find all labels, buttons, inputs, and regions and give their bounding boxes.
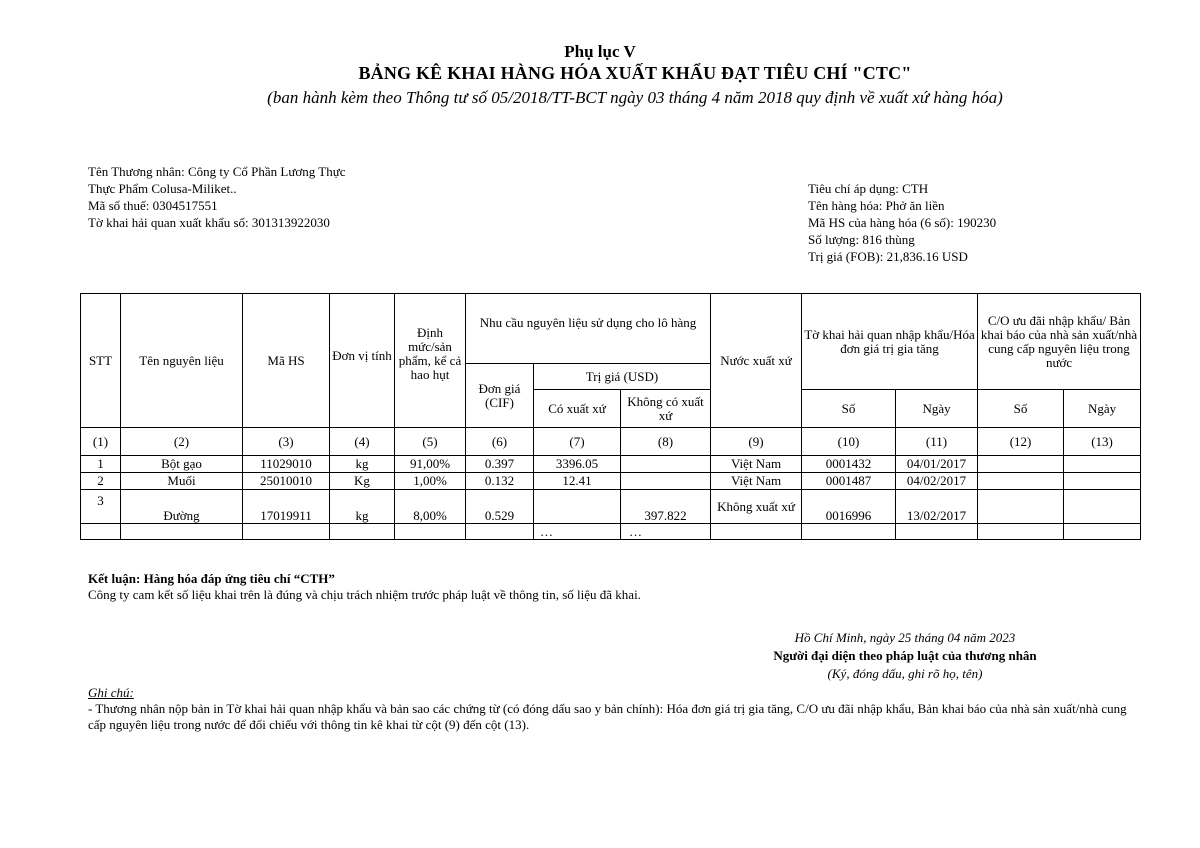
cell: … xyxy=(621,524,711,540)
cell: Việt Nam xyxy=(711,473,802,490)
cell: Muối xyxy=(121,473,243,490)
cell: 0001432 xyxy=(802,456,896,473)
trader-name-line1: Tên Thương nhân: Công ty Cổ Phần Lương Thực xyxy=(88,164,346,179)
cell xyxy=(1064,456,1141,473)
cell: Bột gạo xyxy=(121,456,243,473)
cell: 3396.05 xyxy=(534,456,621,473)
col-number: (6) xyxy=(466,428,534,456)
note-label: Ghi chú: xyxy=(88,685,134,700)
cell: 13/02/2017 xyxy=(896,490,978,524)
goods-quantity: Số lượng: 816 thùng xyxy=(808,232,915,247)
header-origin-country: Nước xuất xứ xyxy=(711,294,802,428)
col-number: (2) xyxy=(121,428,243,456)
declaration-table xyxy=(80,293,1141,540)
cell: 04/01/2017 xyxy=(896,456,978,473)
header-stt: STT xyxy=(81,294,121,428)
cell xyxy=(243,524,330,540)
col-number: (8) xyxy=(621,428,711,456)
place-date: Hồ Chí Minh, ngày 25 tháng 04 năm 2023 xyxy=(794,630,1016,645)
cell: 0016996 xyxy=(802,490,896,524)
cell: 04/02/2017 xyxy=(896,473,978,490)
cell: 0.397 xyxy=(466,456,534,473)
header-norm: Định mức/sản phẩm, kể cả hao hụt xyxy=(395,294,466,428)
cell xyxy=(802,524,896,540)
export-declaration: Tờ khai hải quan xuất khẩu số: 301313922030 xyxy=(88,215,330,230)
col-number: (3) xyxy=(243,428,330,456)
table-row xyxy=(81,490,1141,524)
goods-hs-code: Mã HS của hàng hóa (6 số): 190230 xyxy=(808,215,997,230)
cell: 8,00% xyxy=(395,490,466,524)
cell xyxy=(1064,524,1141,540)
conclusion xyxy=(88,571,641,603)
cell: Không xuất xứ xyxy=(711,490,802,524)
header-unit-price: Đơn giá (CIF) xyxy=(466,364,534,428)
cell xyxy=(330,524,395,540)
cell: kg xyxy=(330,456,395,473)
header-without-origin: Không có xuất xứ xyxy=(621,390,711,428)
signature-instruction: (Ký, đóng dấu, ghi rõ họ, tên) xyxy=(827,666,983,681)
table-row xyxy=(81,473,1141,490)
note-block xyxy=(88,685,1128,733)
col-number: (1) xyxy=(81,428,121,456)
column-number-row xyxy=(81,428,1141,456)
conclusion-text: Công ty cam kết số liệu khai trên là đúng và chịu trách nhiệm trước pháp luật về thông tin, số liệu đã khai. xyxy=(88,587,641,602)
cell xyxy=(81,524,121,540)
header-co: C/O ưu đãi nhập khẩu/ Bản khai báo của nhà sản xuất/nhà cung cấp nguyên liệu trong nước xyxy=(978,294,1141,390)
header-import-no: Số xyxy=(802,390,896,428)
appendix-label: Phụ lục V xyxy=(564,42,636,61)
header-demand: Nhu cầu nguyên liệu sử dụng cho lô hàng xyxy=(466,294,711,364)
cell: 0001487 xyxy=(802,473,896,490)
cell: … xyxy=(534,524,621,540)
cell: 2 xyxy=(81,473,121,490)
header-material: Tên nguyên liệu xyxy=(121,294,243,428)
trader-info xyxy=(88,163,346,231)
signer-role: Người đại diện theo pháp luật của thương nhân xyxy=(773,648,1037,663)
goods-name: Tên hàng hóa: Phở ăn liền xyxy=(808,198,945,213)
cell xyxy=(711,524,802,540)
header-with-origin: Có xuất xứ xyxy=(534,390,621,428)
goods-info xyxy=(808,180,996,265)
cell xyxy=(1064,473,1141,490)
header-co-date: Ngày xyxy=(1064,390,1141,428)
header-unit: Đơn vị tính xyxy=(330,294,395,428)
header-hs: Mã HS xyxy=(243,294,330,428)
goods-fob-value: Trị giá (FOB): 21,836.16 USD xyxy=(808,249,968,264)
cell: Kg xyxy=(330,473,395,490)
cell xyxy=(466,524,534,540)
col-number: (12) xyxy=(978,428,1064,456)
signature-block xyxy=(760,629,1050,683)
col-number: (7) xyxy=(534,428,621,456)
cell xyxy=(121,524,243,540)
col-number: (13) xyxy=(1064,428,1141,456)
header-value: Trị giá (USD) xyxy=(534,364,711,390)
cell: 3 xyxy=(81,490,121,524)
header-co-no: Số xyxy=(978,390,1064,428)
cell xyxy=(978,524,1064,540)
cell: 397.822 xyxy=(621,490,711,524)
conclusion-title: Kết luận: Hàng hóa đáp ứng tiêu chí “CTH” xyxy=(88,571,335,586)
cell xyxy=(978,490,1064,524)
cell: 91,00% xyxy=(395,456,466,473)
cell: 25010010 xyxy=(243,473,330,490)
header-import-declaration: Tờ khai hải quan nhập khẩu/Hóa đơn giá trị gia tăng xyxy=(802,294,978,390)
trader-name-line2: Thực Phẩm Colusa-Miliket.. xyxy=(88,181,237,196)
tax-code: Mã số thuế: 0304517551 xyxy=(88,198,218,213)
cell xyxy=(896,524,978,540)
cell: 0.132 xyxy=(466,473,534,490)
cell xyxy=(534,490,621,524)
cell: Việt Nam xyxy=(711,456,802,473)
cell: 12.41 xyxy=(534,473,621,490)
cell: 1,00% xyxy=(395,473,466,490)
table-row xyxy=(81,524,1141,540)
document-title: BẢNG KÊ KHAI HÀNG HÓA XUẤT KHẨU ĐẠT TIÊU CHÍ "CTC" xyxy=(358,63,912,83)
note-text: - Thương nhân nộp bản in Tờ khai hải quan nhập khẩu và bản sao các chứng từ (có đóng dấu sao y bản chính): Hóa đơn giá trị gia tăng, C/O ưu đãi nhập khẩu, Bản khai báo của nhà sản xuất/nhà cung cấp nguyên liệu trong nước để đối chiếu với thông tin kê khai từ cột (9) đến cột (13). xyxy=(88,701,1127,732)
table-row xyxy=(81,456,1141,473)
cell xyxy=(1064,490,1141,524)
col-number: (9) xyxy=(711,428,802,456)
cell xyxy=(978,473,1064,490)
cell: 17019911 xyxy=(243,490,330,524)
cell: 1 xyxy=(81,456,121,473)
cell: 11029010 xyxy=(243,456,330,473)
criterion: Tiêu chí áp dụng: CTH xyxy=(808,181,929,196)
cell: 0.529 xyxy=(466,490,534,524)
cell xyxy=(621,473,711,490)
col-number: (10) xyxy=(802,428,896,456)
cell xyxy=(978,456,1064,473)
cell xyxy=(395,524,466,540)
col-number: (11) xyxy=(896,428,978,456)
cell: Đường xyxy=(121,490,243,524)
cell xyxy=(621,456,711,473)
col-number: (5) xyxy=(395,428,466,456)
header-import-date: Ngày xyxy=(896,390,978,428)
cell: kg xyxy=(330,490,395,524)
document-subtitle: (ban hành kèm theo Thông tư số 05/2018/TT-BCT ngày 03 tháng 4 năm 2018 quy định về xuất xứ hàng hóa) xyxy=(267,88,1003,107)
col-number: (4) xyxy=(330,428,395,456)
